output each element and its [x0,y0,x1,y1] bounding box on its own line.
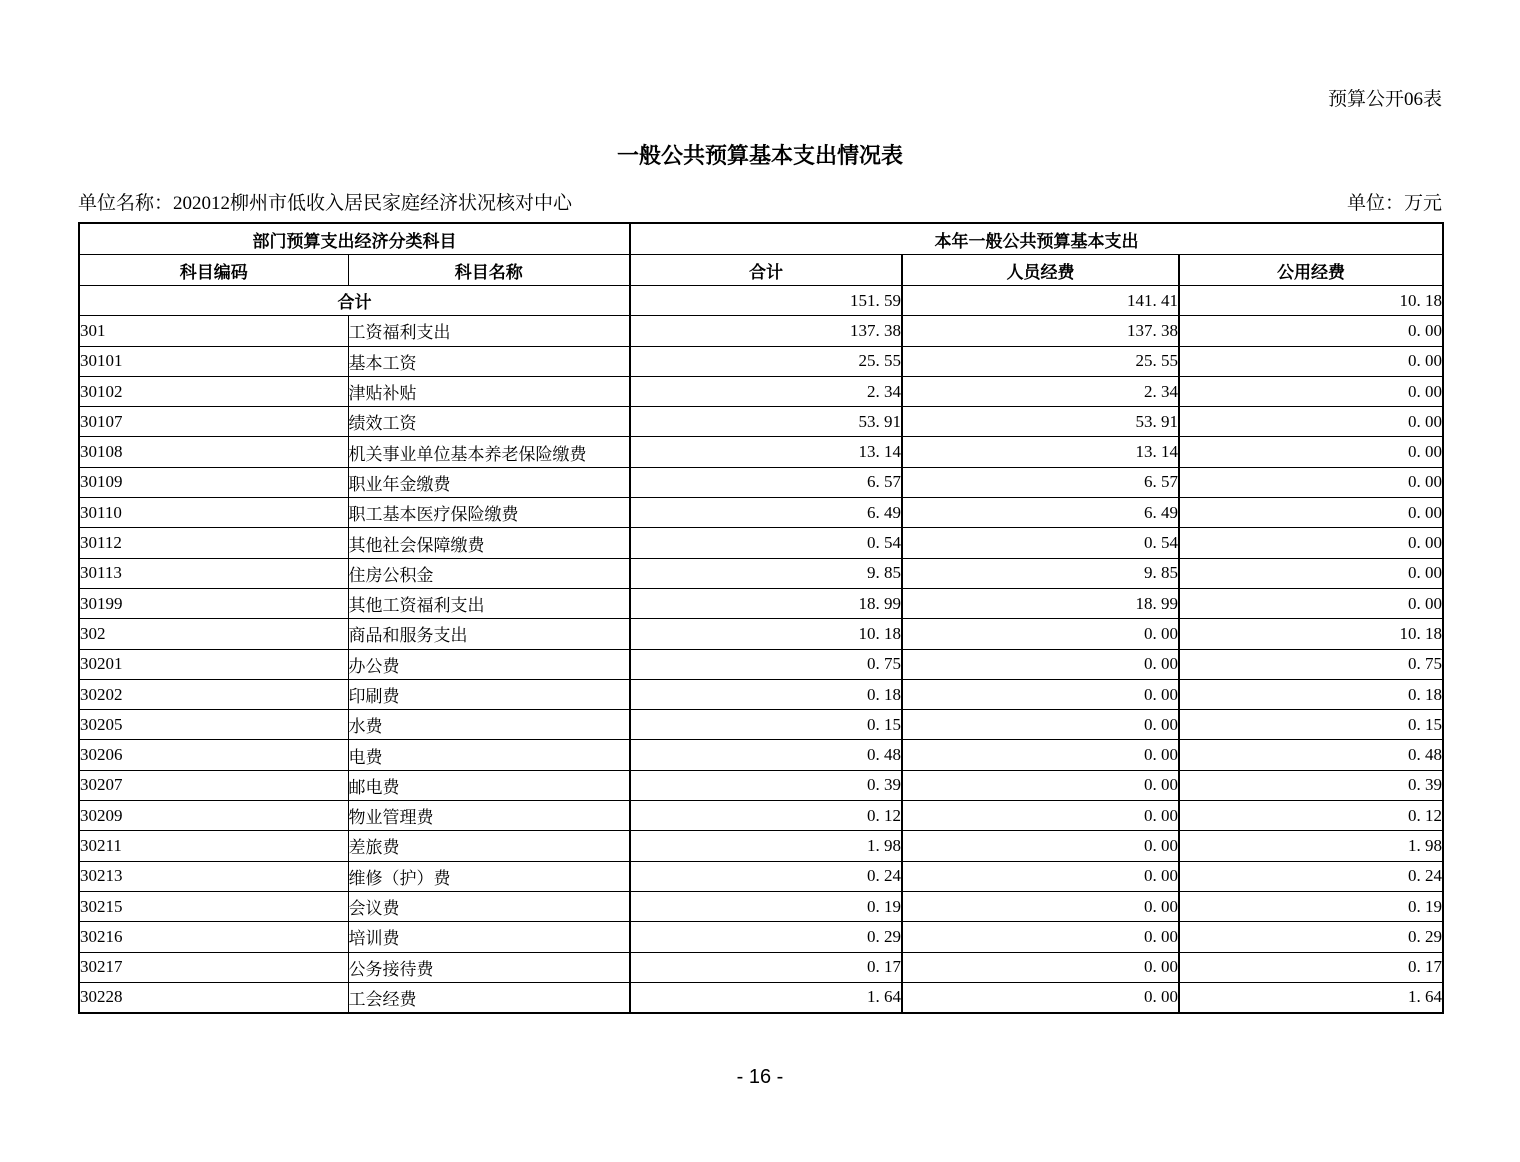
cell-personnel: 137. 38 [902,316,1179,346]
cell-name: 电费 [348,740,630,770]
cell-code: 30101 [79,346,348,376]
cell-code: 30202 [79,679,348,709]
total-row-label: 合计 [79,286,630,316]
table-header [79,223,1443,286]
cell-personnel: 0. 00 [902,649,1179,679]
cell-name: 物业管理费 [348,801,630,831]
cell-name: 差旅费 [348,831,630,861]
cell-code: 30211 [79,831,348,861]
table-row [79,376,1443,406]
cell-personnel: 6. 49 [902,498,1179,528]
table-row [79,346,1443,376]
table-body [79,286,1443,1014]
cell-code: 30201 [79,649,348,679]
cell-total: 0. 29 [630,922,902,952]
cell-personnel: 0. 00 [902,952,1179,982]
cell-name: 会议费 [348,891,630,921]
table-row [79,952,1443,982]
cell-name: 职业年金缴费 [348,467,630,497]
cell-total: 2. 34 [630,376,902,406]
table-row [79,801,1443,831]
cell-total: 137. 38 [630,316,902,346]
table-row [79,649,1443,679]
cell-total: 10. 18 [630,619,902,649]
cell-code: 30113 [79,558,348,588]
cell-personnel: 18. 99 [902,588,1179,618]
table-row [79,770,1443,800]
cell-public: 0. 00 [1179,558,1443,588]
cell-public: 0. 48 [1179,740,1443,770]
table-row [79,498,1443,528]
cell-code: 30209 [79,801,348,831]
currency-unit-label: 单位：万元 [1346,193,1442,214]
cell-personnel: 53. 91 [902,407,1179,437]
cell-public: 0. 17 [1179,952,1443,982]
cell-public: 0. 24 [1179,861,1443,891]
total-row-public: 10. 18 [1179,286,1443,316]
cell-name: 基本工资 [348,346,630,376]
cell-code: 30228 [79,982,348,1013]
table-row [79,710,1443,740]
cell-personnel: 0. 00 [902,710,1179,740]
cell-public: 1. 64 [1179,982,1443,1013]
cell-name: 其他社会保障缴费 [348,528,630,558]
cell-public: 0. 19 [1179,891,1443,921]
budget-table [78,222,1444,1014]
header-group-row [79,223,1443,255]
table-row [79,467,1443,497]
table-row [79,922,1443,952]
doc-label: 预算公开06表 [1327,89,1442,110]
cell-total: 0. 17 [630,952,902,982]
cell-code: 30108 [79,437,348,467]
cell-name: 水费 [348,710,630,740]
cell-personnel: 0. 00 [902,740,1179,770]
column-header-personnel: 人员经费 [902,255,1179,286]
cell-total: 0. 75 [630,649,902,679]
cell-name: 培训费 [348,922,630,952]
cell-code: 30199 [79,588,348,618]
table-row [79,588,1443,618]
cell-code: 30216 [79,922,348,952]
table-row [79,831,1443,861]
cell-code: 30112 [79,528,348,558]
cell-personnel: 0. 00 [902,679,1179,709]
cell-public: 0. 75 [1179,649,1443,679]
cell-public: 0. 18 [1179,679,1443,709]
cell-public: 0. 00 [1179,467,1443,497]
cell-total: 6. 57 [630,467,902,497]
cell-name: 其他工资福利支出 [348,588,630,618]
cell-personnel: 0. 00 [902,619,1179,649]
page-number: - 16 - [736,1066,784,1089]
cell-total: 0. 18 [630,679,902,709]
table-total-row [79,286,1443,316]
cell-code: 301 [79,316,348,346]
cell-personnel: 0. 00 [902,801,1179,831]
table-row [79,437,1443,467]
header-group-left: 部门预算支出经济分类科目 [79,223,630,255]
cell-public: 0. 00 [1179,498,1443,528]
cell-personnel: 0. 00 [902,922,1179,952]
table-row [79,679,1443,709]
cell-total: 1. 98 [630,831,902,861]
header-group-right: 本年一般公共预算基本支出 [630,223,1443,255]
cell-name: 办公费 [348,649,630,679]
cell-public: 0. 00 [1179,376,1443,406]
total-row-personnel: 141. 41 [902,286,1179,316]
cell-name: 工会经费 [348,982,630,1013]
cell-code: 30213 [79,861,348,891]
cell-personnel: 2. 34 [902,376,1179,406]
cell-code: 30110 [79,498,348,528]
cell-code: 30102 [79,376,348,406]
cell-name: 机关事业单位基本养老保险缴费 [348,437,630,467]
cell-public: 0. 29 [1179,922,1443,952]
cell-personnel: 6. 57 [902,467,1179,497]
cell-public: 0. 00 [1179,528,1443,558]
cell-personnel: 0. 00 [902,982,1179,1013]
cell-name: 工资福利支出 [348,316,630,346]
cell-name: 住房公积金 [348,558,630,588]
unit-name-label: 单位名称：202012柳州市低收入居民家庭经济状况核对中心 [78,193,573,214]
total-row-total: 151. 59 [630,286,902,316]
cell-code: 30217 [79,952,348,982]
cell-name: 维修（护）费 [348,861,630,891]
cell-public: 0. 12 [1179,801,1443,831]
table-row [79,619,1443,649]
cell-public: 0. 00 [1179,407,1443,437]
cell-personnel: 0. 00 [902,831,1179,861]
cell-name: 商品和服务支出 [348,619,630,649]
table-row [79,528,1443,558]
cell-name: 绩效工资 [348,407,630,437]
cell-total: 0. 39 [630,770,902,800]
column-header-name: 科目名称 [348,255,630,286]
document-page [0,88,1520,1089]
cell-personnel: 9. 85 [902,558,1179,588]
cell-name: 印刷费 [348,679,630,709]
cell-total: 18. 99 [630,588,902,618]
cell-total: 0. 19 [630,891,902,921]
cell-public: 10. 18 [1179,619,1443,649]
cell-code: 302 [79,619,348,649]
cell-total: 6. 49 [630,498,902,528]
cell-public: 1. 98 [1179,831,1443,861]
cell-code: 30206 [79,740,348,770]
cell-code: 30207 [79,770,348,800]
cell-name: 公务接待费 [348,952,630,982]
cell-name: 职工基本医疗保险缴费 [348,498,630,528]
column-header-total: 合计 [630,255,902,286]
cell-code: 30107 [79,407,348,437]
table-row [79,316,1443,346]
cell-personnel: 25. 55 [902,346,1179,376]
cell-personnel: 0. 00 [902,770,1179,800]
cell-total: 53. 91 [630,407,902,437]
cell-personnel: 0. 00 [902,861,1179,891]
header-columns-row [79,255,1443,286]
table-row [79,740,1443,770]
unit-row [78,192,1442,216]
cell-total: 0. 12 [630,801,902,831]
column-header-public: 公用经费 [1179,255,1443,286]
cell-total: 0. 48 [630,740,902,770]
cell-code: 30215 [79,891,348,921]
cell-public: 0. 15 [1179,710,1443,740]
cell-total: 25. 55 [630,346,902,376]
cell-total: 0. 54 [630,528,902,558]
column-header-code: 科目编码 [79,255,348,286]
cell-public: 0. 00 [1179,437,1443,467]
table-row [79,407,1443,437]
cell-personnel: 0. 00 [902,891,1179,921]
table-row [79,558,1443,588]
table-row [79,861,1443,891]
cell-total: 1. 64 [630,982,902,1013]
cell-total: 9. 85 [630,558,902,588]
cell-total: 13. 14 [630,437,902,467]
cell-total: 0. 15 [630,710,902,740]
cell-total: 0. 24 [630,861,902,891]
cell-personnel: 13. 14 [902,437,1179,467]
cell-code: 30109 [79,467,348,497]
cell-public: 0. 39 [1179,770,1443,800]
table-row [79,891,1443,921]
cell-public: 0. 00 [1179,588,1443,618]
table-row [79,982,1443,1013]
page-title: 一般公共预算基本支出情况表 [616,143,903,168]
cell-personnel: 0. 54 [902,528,1179,558]
cell-name: 津贴补贴 [348,376,630,406]
cell-name: 邮电费 [348,770,630,800]
cell-public: 0. 00 [1179,346,1443,376]
cell-code: 30205 [79,710,348,740]
cell-public: 0. 00 [1179,316,1443,346]
